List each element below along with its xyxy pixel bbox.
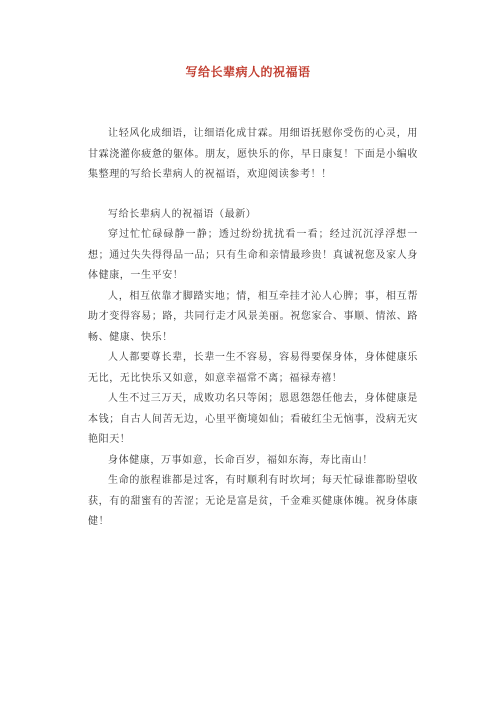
document-title: 写给长辈病人的祝福语 <box>185 65 311 79</box>
section-heading: 写给长辈病人的祝福语（最新） <box>108 208 257 220</box>
document-body <box>88 124 418 533</box>
body-paragraph: 身体健康，万事如意，长命百岁，福如东海，寿比南山！ <box>108 454 373 466</box>
body-paragraph: 人生不过三万天，成败功名只等闲；恩恩怨怨任他去，身体健康是本钱；自古人间苦无边，心里平衡境如仙；看破红尘无恼事，没病无灾艳阳天！ <box>88 393 418 445</box>
body-paragraph: 人，相互依靠才脚踏实地；情，相互牵挂才沁人心脾；事，相互帮助才变得容易；路，共同行走才风景美丽。祝您家合、事顺、情浓、路畅、健康、快乐！ <box>88 290 418 343</box>
intro-paragraph: 让轻风化成细语，让细语化成甘霖。用细语抚慰你受伤的心灵，用甘霖浇灌你疲惫的躯体。朋友，愿快乐的你，早日康复！下面是小编收集整理的写给长辈病人的祝福语，欢迎阅读参考！！ <box>88 128 418 180</box>
body-paragraph: 穿过忙忙碌碌静一静；透过纷纷扰扰看一看；经过沉沉浮浮想一想；通过失失得得品一品；只有生命和亲情最珍贵！真诚祝您及家人身体健康，一生平安！ <box>88 229 418 281</box>
body-paragraph: 人人都要尊长辈，长辈一生不容易，容易得要保身体，身体健康乐无比，无比快乐又如意，如意幸福常不离；福禄寿禧！ <box>88 352 418 384</box>
body-paragraph: 生命的旅程谁都是过客，有时顺利有时坎坷；每天忙碌谁都盼望收获，有的甜蜜有的苦涩；无论是富是贫，千金难买健康体魄。祝身体康健！ <box>88 475 418 527</box>
